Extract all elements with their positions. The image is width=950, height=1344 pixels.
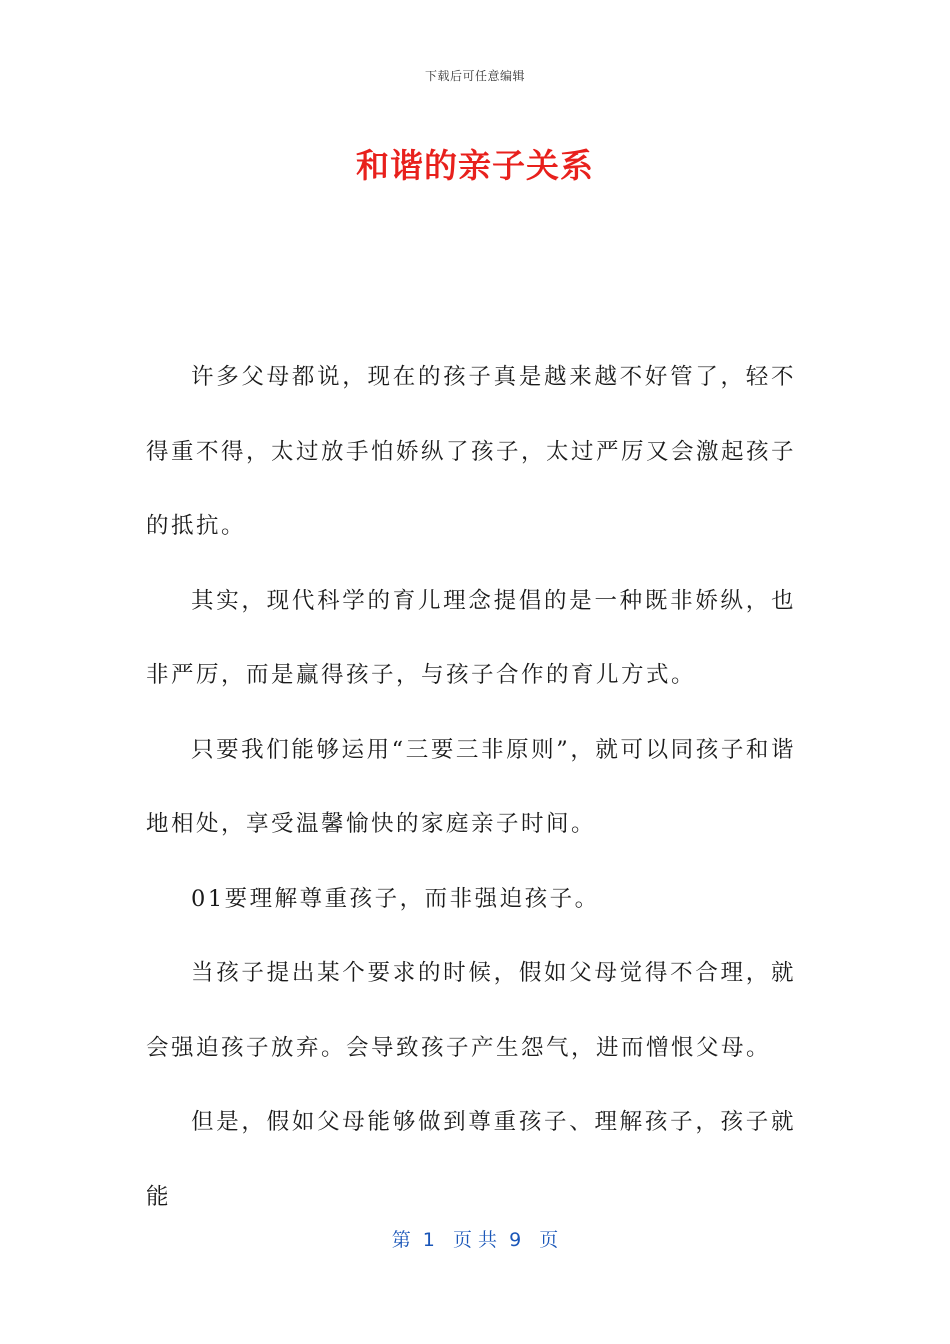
document-title: 和谐的亲子关系 (356, 146, 594, 185)
document-body (146, 340, 796, 1234)
paragraph: 其实，现代科学的育儿理念提倡的是一种既非娇纵，也非严厉，而是赢得孩子，与孩子合作的育儿方式。 (146, 587, 796, 688)
page-number-footer: 第 1 页 共 9 页 (391, 1229, 559, 1251)
header-note: 下载后可任意编辑 (424, 69, 525, 83)
paragraph: 只要我们能够运用“三要三非原则”，就可以同孩子和谐地相处，享受温馨愉快的家庭亲子时间。 (146, 736, 796, 837)
paragraph: 但是，假如父母能够做到尊重孩子、理解孩子，孩子就能 (146, 1109, 796, 1210)
section-heading: 01要理解尊重孩子，而非强迫孩子。 (191, 885, 600, 912)
paragraph: 许多父母都说，现在的孩子真是越来越不好管了，轻不得重不得，太过放手怕娇纵了孩子，太过严厉又会激起孩子的抵抗。 (146, 364, 797, 539)
paragraph: 当孩子提出某个要求的时候，假如父母觉得不合理，就会强迫孩子放弃。会导致孩子产生怨气，进而憎恨父母。 (146, 960, 796, 1061)
